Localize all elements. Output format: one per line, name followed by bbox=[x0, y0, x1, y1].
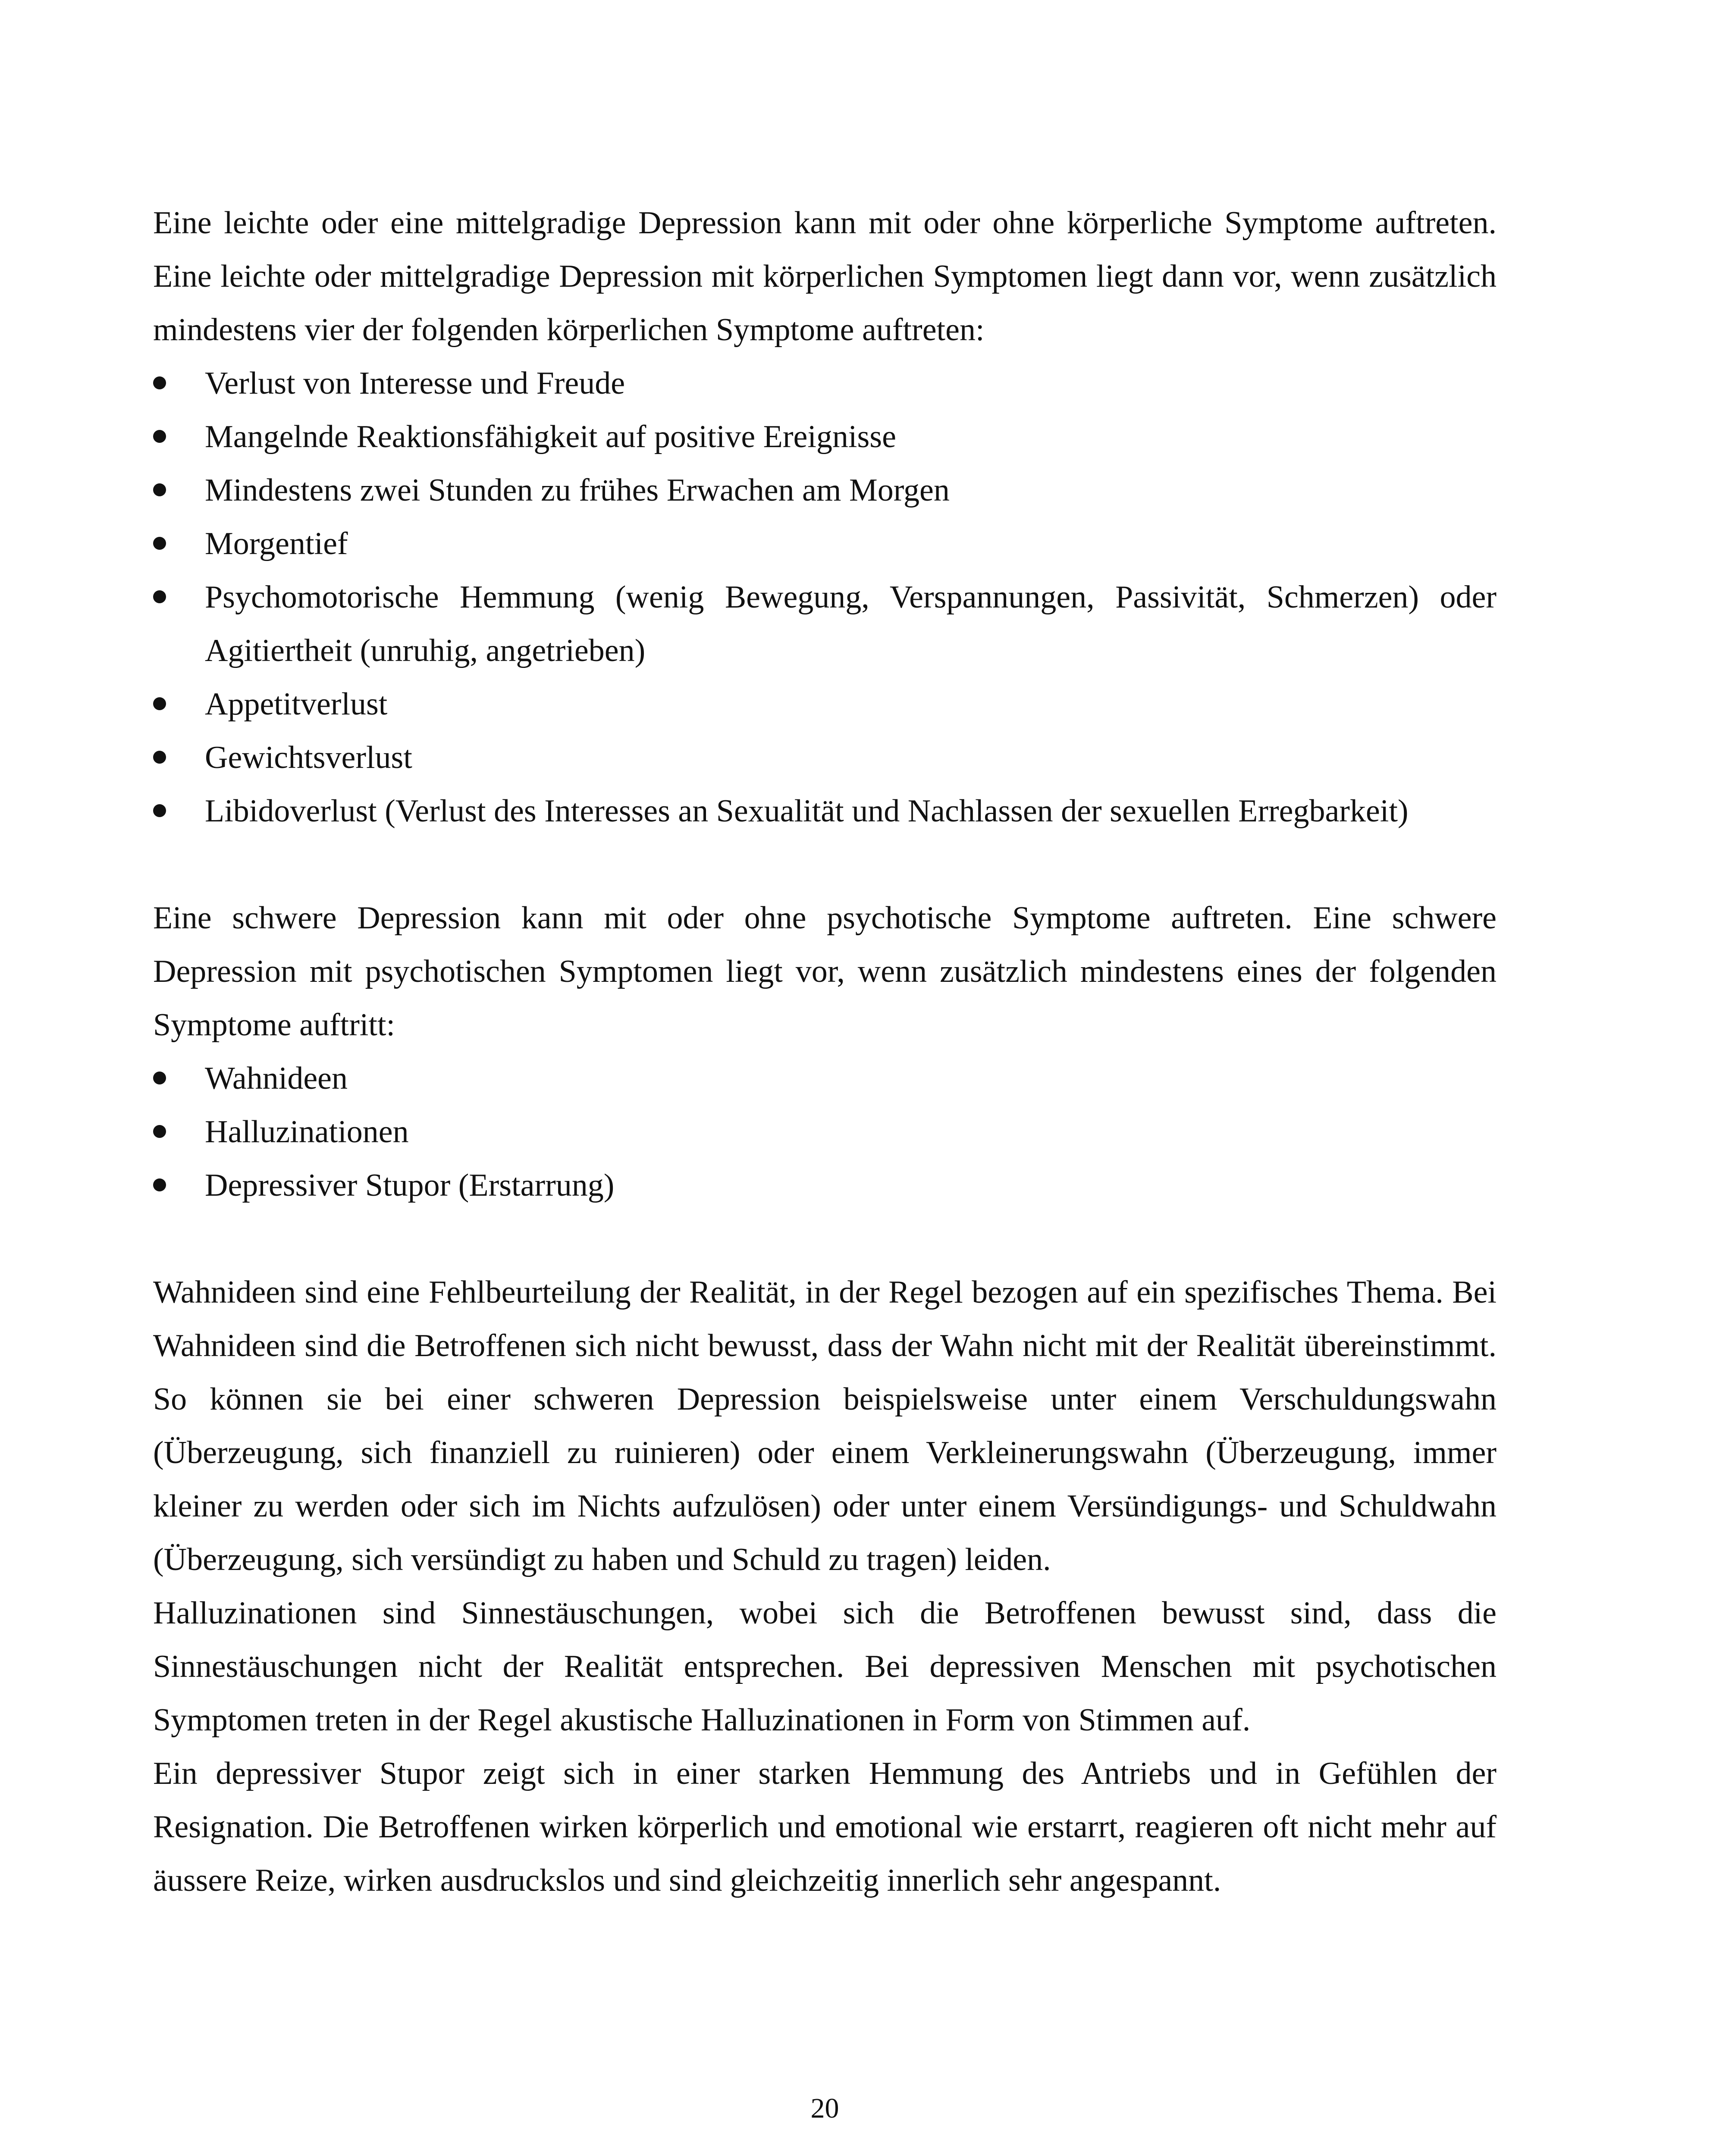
delusions-paragraph: Wahnideen sind eine Fehlbeurteilung der Realität, in der Regel bezogen auf ein spezifisches Thema. Bei Wahnideen sind die Betroffenen sich nicht bewusst, dass der Wahn nicht mit der Realität übereinstimmt. So können sie bei einer schweren Depression beispielsweise unter einem Verschuldungswahn (Überzeugung, sich finanziell zu ruinieren) oder einem Verkleinerungswahn (Überzeugung, immer kleiner zu werden oder sich im Nichts aufzulösen) oder unter einem Versündigungs- und Schuldwahn (Überzeugung, sich versündigt zu haben und Schuld zu tragen) leiden. bbox=[153, 1275, 1497, 1577]
bullet-icon bbox=[153, 537, 166, 550]
paragraph-gap bbox=[153, 838, 1497, 891]
bullet-icon bbox=[153, 1125, 166, 1138]
bullet-icon bbox=[153, 751, 166, 764]
paragraph-gap bbox=[153, 1212, 1497, 1266]
psychotic-symptoms-list bbox=[153, 1052, 1497, 1212]
bullet-icon bbox=[153, 590, 166, 603]
bullet-icon bbox=[153, 483, 166, 496]
bullet-icon bbox=[153, 697, 166, 710]
severe-paragraph: Eine schwere Depression kann mit oder ohne psychotische Symptome auftreten. Eine schwere Depression mit psychotischen Symptomen liegt vor, wenn zusätzlich mindestens eines der folgenden Symptome auftritt: bbox=[153, 900, 1497, 1043]
document-page bbox=[153, 196, 1497, 1907]
stupor-paragraph: Ein depressiver Stupor zeigt sich in einer starken Hemmung des Antriebs und in Gefühlen der Resignation. Die Betroffenen wirken körperlich und emotional wie erstarrt, reagieren oft nicht mehr auf äussere Reize, wirken ausdruckslos und sind gleichzeitig innerlich sehr angespannt. bbox=[153, 1756, 1497, 1898]
list-item: Mangelnde Reaktionsfähigkeit auf positive Ereignisse bbox=[153, 410, 1497, 464]
list-item: Gewichtsverlust bbox=[153, 731, 1497, 784]
list-item: Libidoverlust (Verlust des Interesses an Sexualität und Nachlassen der sexuellen Erregbarkeit) bbox=[153, 784, 1497, 838]
bullet-icon bbox=[153, 1178, 166, 1191]
hallucinations-paragraph: Halluzinationen sind Sinnestäuschungen, wobei sich die Betroffenen bewusst sind, dass die Sinnestäuschungen nicht der Realität entsprechen. Bei depressiven Menschen mit psychotischen Symptomen treten in der Regel akustische Halluzinationen in Form von Stimmen auf. bbox=[153, 1595, 1497, 1738]
list-item: Morgentief bbox=[153, 517, 1497, 570]
intro-paragraph: Eine leichte oder eine mittelgradige Depression kann mit oder ohne körperliche Symptome auftreten. Eine leichte oder mittelgradige Depression mit körperlichen Symptomen liegt dann vor, wenn zusätzlich mindestens vier der folgenden körperlichen Symptome auftreten: bbox=[153, 205, 1497, 348]
list-item: Appetitverlust bbox=[153, 677, 1497, 731]
physical-symptoms-list bbox=[153, 357, 1497, 838]
list-item: Psychomotorische Hemmung (wenig Bewegung, Verspannungen, Passivität, Schmerzen) oder Agitiertheit (unruhig, angetrieben) bbox=[153, 570, 1497, 677]
bullet-icon bbox=[153, 376, 166, 389]
list-item: Mindestens zwei Stunden zu frühes Erwachen am Morgen bbox=[153, 464, 1497, 517]
list-item: Halluzinationen bbox=[153, 1105, 1497, 1159]
bullet-icon bbox=[153, 1072, 166, 1084]
bullet-icon bbox=[153, 804, 166, 817]
list-item: Verlust von Interesse und Freude bbox=[153, 357, 1497, 410]
bullet-icon bbox=[153, 430, 166, 443]
page-number: 20 bbox=[810, 2093, 839, 2124]
list-item: Wahnideen bbox=[153, 1052, 1497, 1105]
list-item: Depressiver Stupor (Erstarrung) bbox=[153, 1159, 1497, 1212]
